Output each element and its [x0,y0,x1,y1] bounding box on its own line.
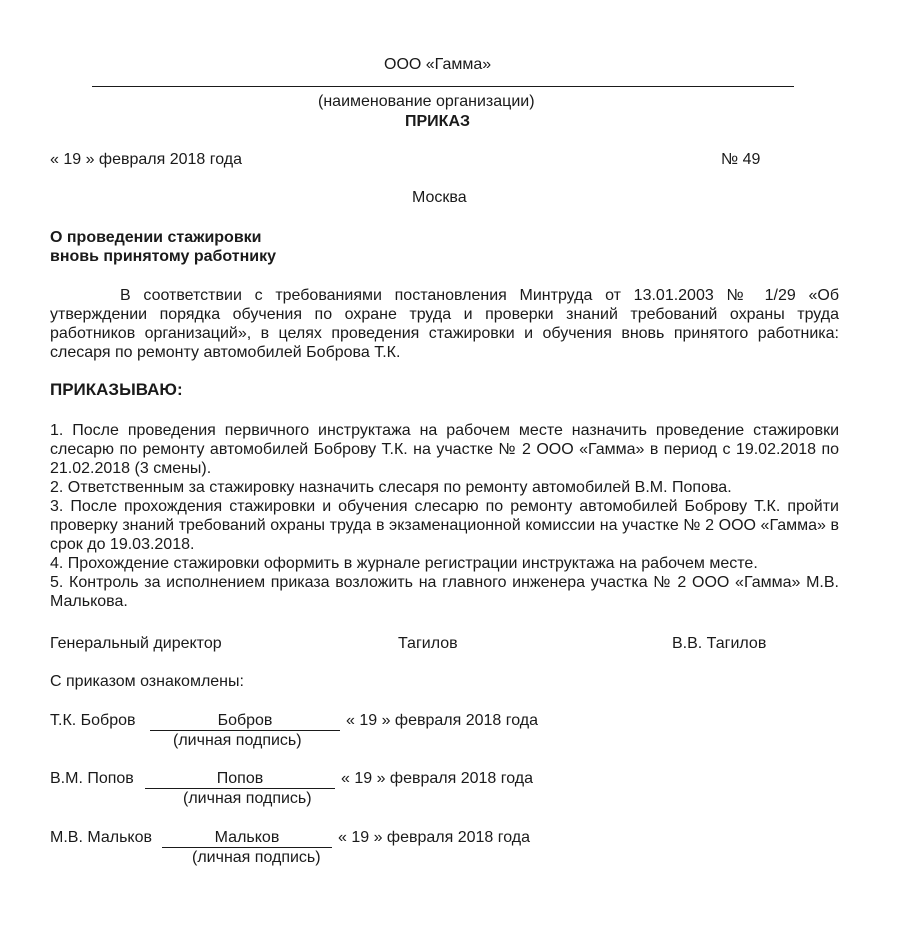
document-date: « 19 » февраля 2018 года [50,151,243,168]
preamble-text: В соответствии с требованиями постановления Минтруда от 13.01.2003 № 1/29 «Об утверждении порядка обучения по охране труда и проверки знаний требований охраны труда работников организаций», в целях проведения стажировки и обучения вновь принятого работника: слесаря по ремонту автомобилей Боброва Т.К. [50,287,839,361]
organization-caption: (наименование организации) [318,93,535,110]
document-number: № 49 [721,151,761,168]
order-item: 4. Прохождение стажировки оформить в журнале регистрации инструктажа на рабочем месте. [50,555,758,572]
acquaintance-date: « 19 » февраля 2018 года [338,829,531,846]
order-item: 2. Ответственным за стажировку назначить слесаря по ремонту автомобилей В.М. Попова. [50,479,732,496]
order-item: 3. После прохождения стажировки и обучения слесарю по ремонту автомобилей Боброву Т.К. пройти проверку знаний требований охраны труда в экзаменационной комиссии на участке № 2 ООО «Гамма» в срок до 19.03.2018. [50,498,839,553]
acquainted-label: С приказом ознакомлены: [50,673,244,690]
acquaintance-name: Т.К. Бобров [50,712,136,729]
signature-caption: (личная подпись) [173,732,302,749]
signature-caption: (личная подпись) [192,849,321,866]
director-signature: Тагилов [398,635,458,652]
document-city: Москва [412,189,467,206]
subject-line-1: О проведении стажировки [50,229,262,246]
organization-underline [92,86,794,87]
acquaintance-signature: Попов [145,769,335,789]
acquaintance-name: М.В. Мальков [50,829,152,846]
signature-caption: (личная подпись) [183,790,312,807]
acquaintance-date: « 19 » февраля 2018 года [346,712,539,729]
acquaintance-signature: Бобров [150,711,340,731]
director-title: Генеральный директор [50,635,222,652]
document-type: ПРИКАЗ [405,113,471,130]
subject-line-2: вновь принятому работнику [50,248,276,265]
acquaintance-date: « 19 » февраля 2018 года [341,770,534,787]
acquaintance-signature: Мальков [162,828,332,848]
order-items [50,421,839,611]
order-item: 5. Контроль за исполнением приказа возложить на главного инженера участка № 2 ООО «Гамма» М.В. Малькова. [50,574,839,610]
director-name: В.В. Тагилов [672,635,767,652]
preamble [50,286,839,362]
acquaintance-name: В.М. Попов [50,770,134,787]
organization-name: ООО «Гамма» [384,56,492,73]
order-item: 1. После проведения первичного инструктажа на рабочем месте назначить проведение стажировки слесарю по ремонту автомобилей Боброву Т.К. на участке № 2 ООО «Гамма» в период с 19.02.2018 по 21.02.2018 (3 смены). [50,422,839,477]
order-heading: ПРИКАЗЫВАЮ: [50,380,183,399]
